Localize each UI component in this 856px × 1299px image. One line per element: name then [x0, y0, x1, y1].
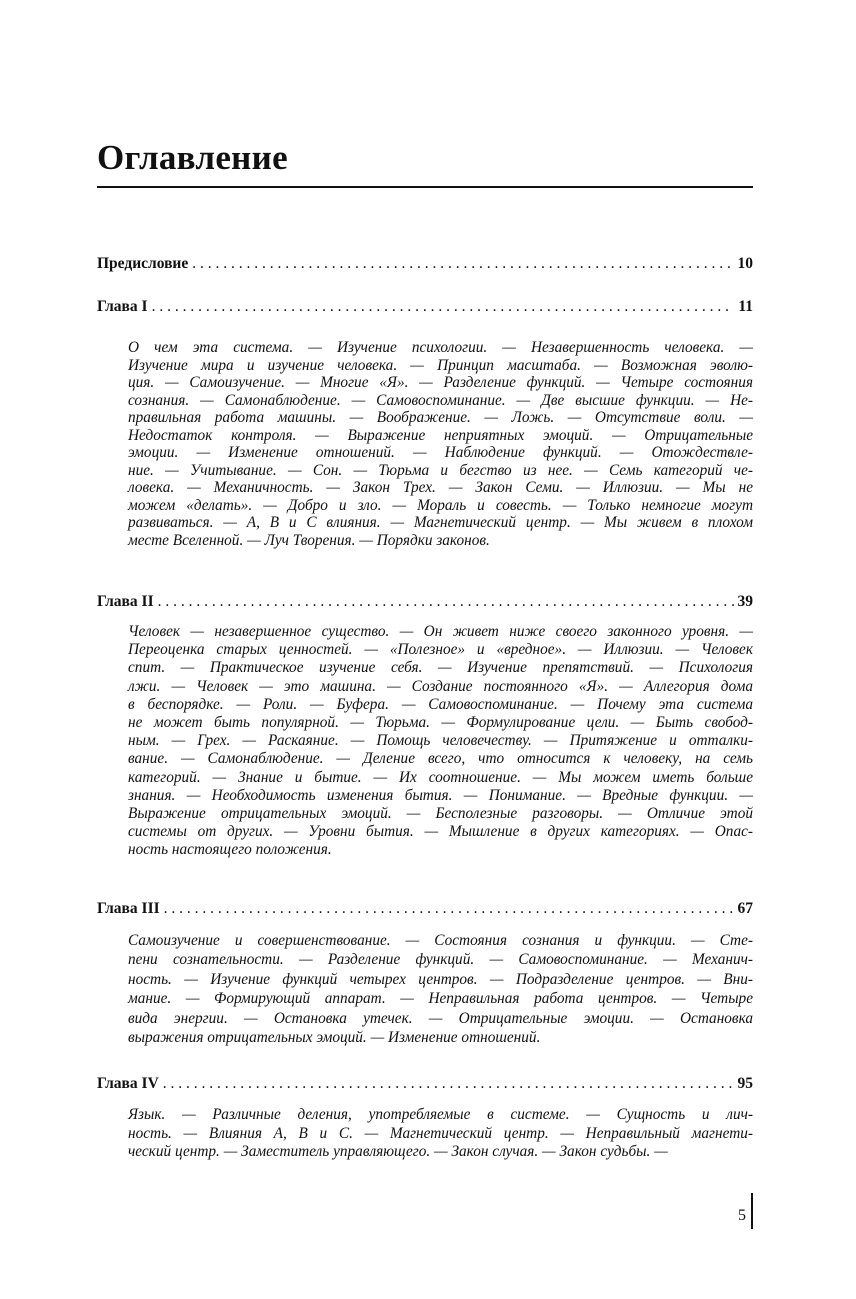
summary-line: сознания. — Самонаблюдение. — Самовоспоминание. — Две высшие функции. — Не- — [128, 391, 753, 409]
summary-line: Язык. — Различные деления, употребляемые в системе. — Сущность и лич- — [128, 1106, 753, 1123]
chapter-summary — [128, 339, 753, 549]
summary-line: ние. — Учитывание. — Сон. — Тюрьма и бегство из нее. — Семь категорий че- — [128, 461, 753, 479]
toc-leader-dots — [158, 593, 734, 611]
summary-line: мание. — Формирующий аппарат. — Неправильная работа центров. — Четыре — [128, 990, 753, 1008]
summary-line: спит. — Практическое изучение себя. — Изучение препятствий. — Психология — [128, 659, 753, 677]
summary-line: Изучение мира и изучение человека. — Принцип масштаба. — Возможная эволю- — [128, 356, 753, 374]
summary-line: системы от других. — Уровни бытия. — Мышление в других категориях. — Опас- — [128, 823, 753, 841]
summary-line: ным. — Грех. — Раскаяние. — Помощь человечеству. — Притяжение и отталки- — [128, 732, 753, 750]
summary-line: ность. — Влияния А, В и С. — Магнетический центр. — Неправильный магнети- — [128, 1124, 753, 1142]
summary-line: пени сознательности. — Разделение функций. — Самовоспоминание. — Механич- — [128, 951, 753, 969]
summary-line: не может быть популярной. — Тюрьма. — Формулирование цели. — Быть свобод- — [128, 713, 753, 731]
summary-line: ловека. — Механичность. — Закон Трех. — Закон Семи. — Иллюзии. — Мы не — [128, 479, 753, 496]
summary-line: вида энергии. — Остановка утечек. — Отрицательные эмоции. — Остановка — [128, 1009, 753, 1027]
summary-line: Переоценка старых ценностей. — «Полезное» и «вредное». — Иллюзии. — Человек — [128, 641, 753, 659]
toc-entry — [97, 900, 753, 918]
summary-line: Человек — незавершенное существо. — Он живет ниже своего законного уровня. — — [128, 623, 753, 640]
toc-leader-dots — [163, 1075, 734, 1093]
toc-entry-label: Предисловие — [97, 255, 189, 272]
page-title: Оглавление — [97, 138, 288, 177]
summary-line: месте Вселенной. — Луч Творения. — Порядки законов. — [128, 531, 490, 549]
summary-line: вание. — Самонаблюдение. — Деление всего, что относится к человеку, на семь — [128, 750, 753, 768]
toc-entry — [97, 593, 753, 611]
toc-leader-dots — [152, 298, 735, 316]
summary-line: в беспорядке. — Роли. — Буфера. — Самовоспоминание. — Почему эта система — [128, 695, 753, 713]
toc-entry-page: 67 — [737, 900, 753, 917]
summary-line: Недостаток контроля. — Выражение неприятных эмоций. — Отрицательные — [128, 426, 753, 444]
toc-leader-dots — [192, 255, 733, 273]
toc-entry-label: Глава III — [97, 900, 160, 917]
summary-line: Самоизучение и совершенствование. — Состояния сознания и функции. — Сте- — [128, 932, 753, 949]
summary-line: ция. — Самоизучение. — Многие «Я». — Разделение функций. — Четыре состояния — [128, 374, 753, 391]
toc-entry-page: 10 — [737, 255, 753, 272]
summary-line: развиваться. — А, В и С влияния. — Магнетический центр. — Мы живем в плохом — [128, 514, 753, 531]
summary-line: эмоции. — Изменение отношений. — Наблюдение функций. — Отождествле- — [128, 444, 753, 461]
toc-entry — [97, 255, 753, 273]
toc-entry-page: 39 — [737, 593, 753, 610]
page-number: 5 — [738, 1207, 746, 1224]
summary-line: знания. — Необходимость изменения бытия. — Понимание. — Вредные функции. — — [128, 786, 753, 804]
toc-entry-page: 95 — [737, 1075, 753, 1092]
summary-line: можем «делать». — Добро и зло. — Мораль и совесть. — Только немногие могут — [128, 496, 753, 514]
summary-line: ность настоящего положения. — [128, 841, 332, 859]
summary-line: лжи. — Человек — это машина. — Создание постоянного «Я». — Аллегория дома — [128, 677, 753, 695]
summary-line: правильная работа машины. — Воображение. — Ложь. — Отсутствие воли. — — [128, 409, 753, 426]
toc-entry — [97, 298, 753, 316]
toc-leader-dots — [164, 900, 734, 918]
toc-entry-label: Глава I — [97, 298, 148, 315]
chapter-summary — [128, 623, 753, 859]
summary-line: ность. — Изучение функций четырех центров. — Подразделение центров. — Вни- — [128, 970, 753, 988]
toc-entry — [97, 1075, 753, 1093]
summary-line: О чем эта система. — Изучение психологии. — Незавершенность человека. — — [128, 339, 753, 356]
summary-line: ческий центр. — Заместитель управляющего. — Закон случая. — Закон судьбы. — — [128, 1143, 668, 1160]
title-rule — [97, 186, 753, 188]
toc-entry-label: Глава IV — [97, 1075, 159, 1092]
toc-entry-label: Глава II — [97, 593, 154, 610]
chapter-summary — [128, 931, 753, 1047]
summary-line: Выражение отрицательных эмоций. — Бесполезные разговоры. — Отличие этой — [128, 804, 753, 822]
chapter-summary — [128, 1106, 753, 1162]
summary-line: выражения отрицательных эмоций. — Изменение отношений. — [128, 1028, 541, 1046]
toc-entry-page: 11 — [738, 298, 753, 315]
summary-line: категорий. — Знание и бытие. — Их соотношение. — Мы можем иметь больше — [128, 768, 753, 786]
page-number-bar — [751, 1193, 753, 1229]
